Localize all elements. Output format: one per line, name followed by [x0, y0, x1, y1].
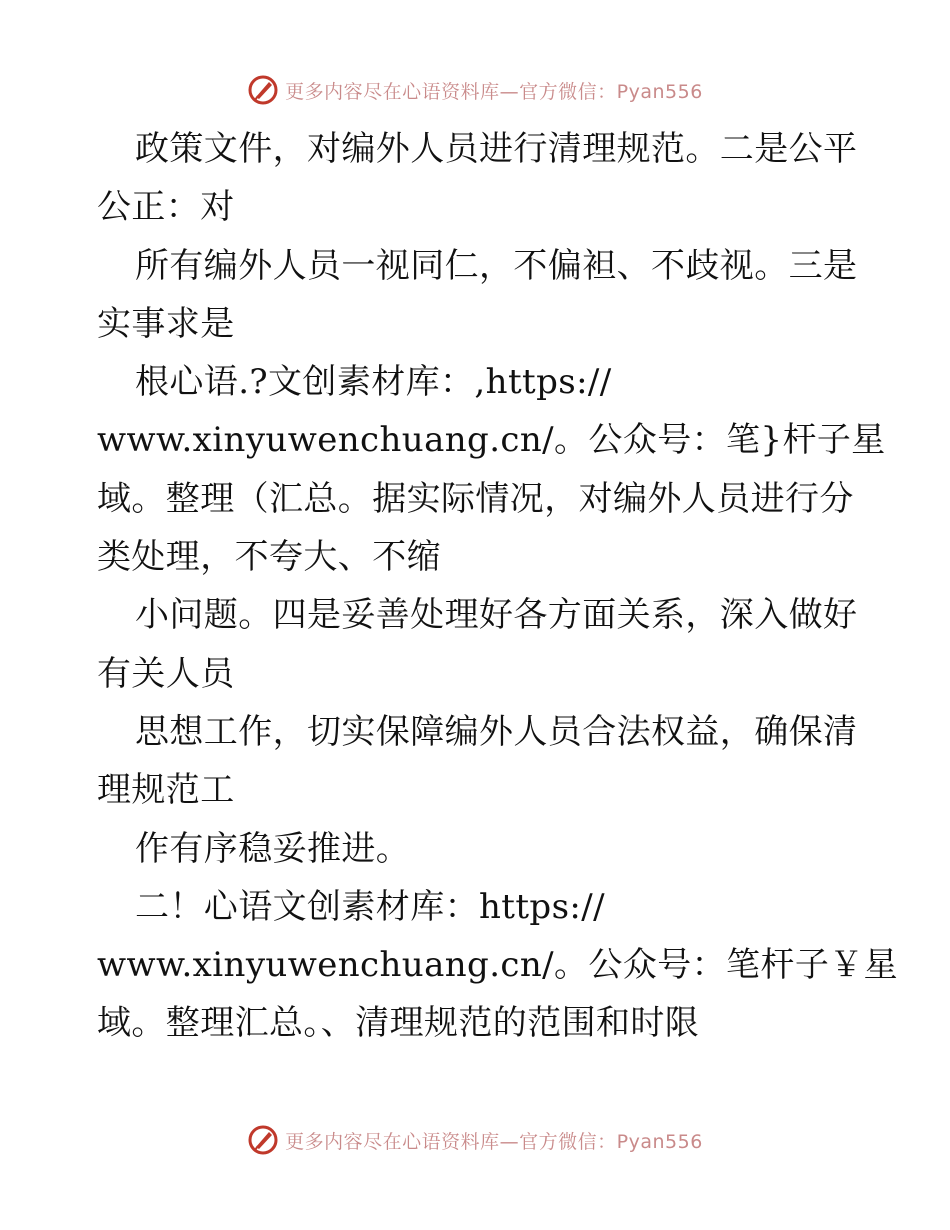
- body-line: 域。整理汇总。、清理规范的范围和时限: [97, 1003, 700, 1044]
- body-line: 类处理，不夸大、不缩: [97, 537, 441, 578]
- body-line: www.xinyuwenchuang.cn/。公众号：笔杆子￥星: [97, 945, 899, 986]
- body-line: www.xinyuwenchuang.cn/。公众号：笔}杆子星: [97, 420, 886, 461]
- body-line: 实事求是: [97, 303, 235, 344]
- header-banner-text: 更多内容尽在心语资料库—官方微信：Pyan556: [285, 80, 703, 103]
- quill-logo-icon: [247, 1124, 279, 1156]
- footer-banner: [0, 1120, 950, 1160]
- body-line: 小问题。四是妥善处理好各方面关系，深入做好: [135, 595, 858, 636]
- body-line: 作有序稳妥推进。: [135, 828, 411, 869]
- document-body: [97, 120, 899, 1053]
- footer-banner-text: 更多内容尽在心语资料库—官方微信：Pyan556: [285, 1130, 703, 1153]
- body-line: 域。整理（汇总。据实际情况，对编外人员进行分: [97, 478, 854, 519]
- body-line: 思想工作，切实保障编外人员合法权益，确保清: [135, 711, 858, 752]
- body-line: 二！心语文创素材库：https://: [135, 886, 606, 927]
- quill-logo-icon: [247, 74, 279, 106]
- body-line: 有关人员: [97, 653, 235, 694]
- body-line: 理规范工: [97, 770, 235, 811]
- header-banner: [0, 70, 950, 110]
- body-line: 根心语.?文创素材库：,https://: [135, 362, 612, 403]
- body-line: 政策文件，对编外人员进行清理规范。二是公平: [135, 129, 858, 169]
- body-line: 所有编外人员一视同仁，不偏袒、不歧视。三是: [135, 245, 858, 286]
- body-line: 公正：对: [97, 187, 235, 228]
